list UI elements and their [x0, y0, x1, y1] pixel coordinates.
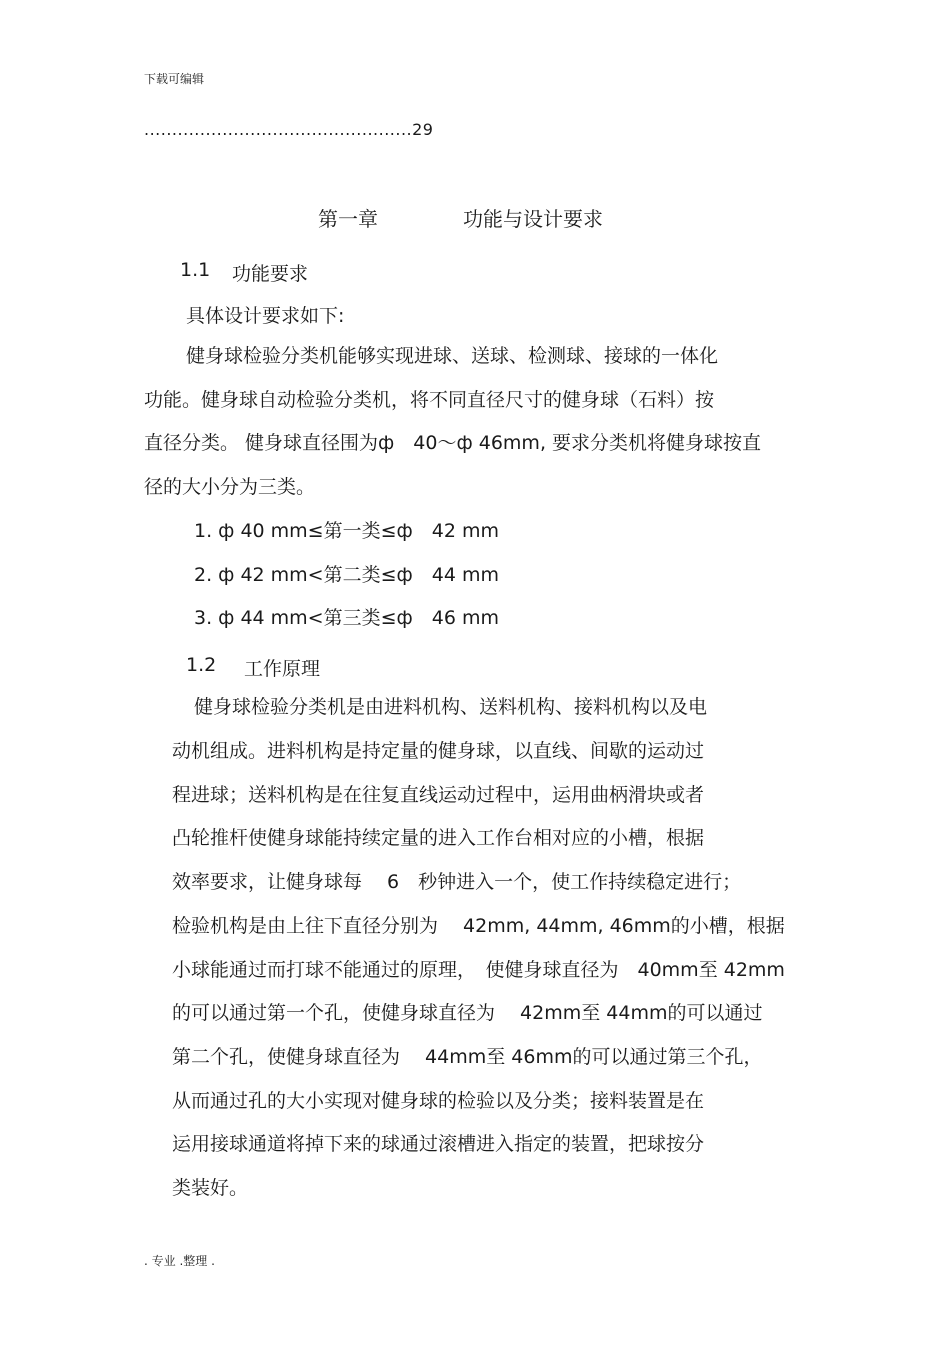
paragraph-2-line: 健身球检验分类机是由进料机构、送料机构、接料机构以及电: [194, 696, 708, 718]
chapter-number: 第一章: [318, 207, 378, 231]
section-1-number: 1.1: [180, 259, 211, 281]
paragraph-2-line: 凸轮推杆使健身球能持续定量的进入工作台相对应的小槽，根据: [172, 827, 705, 849]
paragraph-2-line: 动机组成。进料机构是持定量的健身球，以直线、间歇的运动过: [172, 740, 705, 762]
paragraph-2-line: 类装好。: [172, 1177, 249, 1199]
paragraph-1-line: 健身球检验分类机能够实现进球、送球、检测球、接球的一体化: [186, 345, 719, 367]
toc-page-number: 29: [412, 120, 434, 139]
paragraph-2-line: 的可以通过第一个孔，使健身球直径为 42mm至 44mm的可以通过: [172, 1002, 763, 1024]
paragraph-2-line: 第二个孔，使健身球直径为 44mm至 46mm的可以通过第三个孔，: [172, 1046, 763, 1068]
paragraph-2-line: 运用接球通道将掉下来的球通过滚槽进入指定的装置，把球按分: [172, 1133, 705, 1155]
page-footer: . 专业 .整理 .: [144, 1254, 215, 1268]
section-2-title: 工作原理: [244, 658, 321, 680]
paragraph-1-line: 径的大小分为三类。: [144, 476, 316, 498]
paragraph-2-line: 检验机构是由上往下直径分别为 42mm, 44mm, 46mm的小槽，根据: [172, 915, 785, 937]
section-1-title: 功能要求: [232, 263, 309, 285]
section-2-number: 1.2: [186, 654, 217, 676]
toc-leader: ................................................: [144, 120, 413, 139]
paragraph-1-line: 功能。健身球自动检验分类机，将不同直径尺寸的健身球（石料）按: [144, 389, 715, 411]
toc-line: [144, 120, 433, 139]
paragraph-1-line: 直径分类。 健身球直径围为ф 40～ф 46mm, 要求分类机将健身球按直: [144, 432, 762, 454]
paragraph-2-line: 效率要求，让健身球每 6 秒钟进入一个，使工作持续稳定进行；: [172, 871, 742, 893]
class-list-item: 3. ф 44 mm<第三类≤ф 46 mm: [194, 607, 500, 629]
paragraph-2-line: 从而通过孔的大小实现对健身球的检验以及分类；接料装置是在: [172, 1090, 705, 1112]
chapter-title: 功能与设计要求: [463, 207, 603, 231]
paragraph-2-line: 程进球；送料机构是在往复直线运动过程中，运用曲柄滑块或者: [172, 784, 705, 806]
paragraph-2-line: 小球能通过而打球不能通过的原理， 使健身球直径为 40mm至 42mm: [172, 959, 785, 981]
section-1-intro: 具体设计要求如下:: [186, 305, 345, 327]
class-list-item: 2. ф 42 mm<第二类≤ф 44 mm: [194, 564, 500, 586]
class-list-item: 1. ф 40 mm≤第一类≤ф 42 mm: [194, 520, 500, 542]
page-header: 下载可编辑: [144, 72, 205, 86]
